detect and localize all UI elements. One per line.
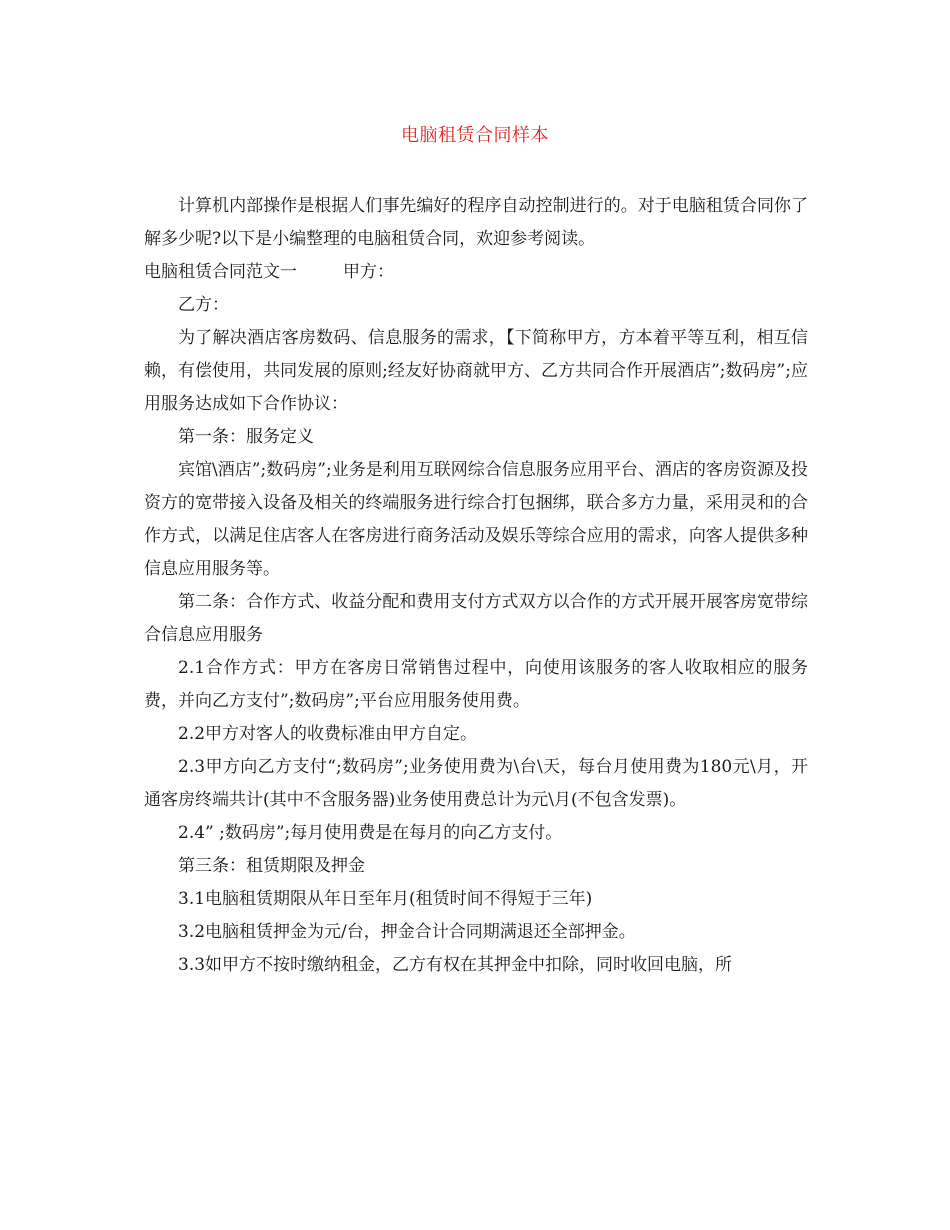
clause-2-2: 2.2甲方对客人的收费标准由甲方自定。 xyxy=(178,724,478,744)
sample-heading: 电脑租赁合同范文一 xyxy=(144,262,297,282)
article-3-title: 第三条：租赁期限及押金 xyxy=(178,856,365,876)
clause-3-2: 3.2电脑租赁押金为元/台，押金合计合同期满退还全部押金。 xyxy=(178,922,636,942)
article-1-title: 第一条：服务定义 xyxy=(178,427,314,447)
preamble-paragraph: 为了解决酒店客房数码、信息服务的需求，【下简称甲方，方本着平等互利，相互信赖，有偿使用，共同发展的原则;经友好协商就甲方、乙方共同合作开展酒店”;数码房”;应用服务达成如下合作协议： xyxy=(144,328,808,414)
party-a-label: 甲方： xyxy=(343,262,394,282)
article-1-body: 宾馆\酒店”;数码房”;业务是利用互联网综合信息服务应用平台、酒店的客房资源及投资方的宽带接入设备及相关的终端服务进行综合打包捆绑，联合多方力量，采用灵和的合作方式，以满足住店客人在客房进行商务活动及娱乐等综合应用的需求，向客人提供多种信息应用服务等。 xyxy=(144,460,808,579)
clause-3-1: 3.1电脑租赁期限从年日至年月(租赁时间不得短于三年) xyxy=(178,889,593,909)
clause-2-3: 2.3甲方向乙方支付“;数码房”;业务使用费为\台\天，每台月使用费为180元\月，开通客房终端共计(其中不含服务器)业务使用费总计为元\月(不包含发票)。 xyxy=(144,757,808,810)
clause-2-4: 2.4” ;数码房”;每月使用费是在每月的向乙方支付。 xyxy=(178,823,563,843)
intro-paragraph: 计算机内部操作是根据人们事先编好的程序自动控制进行的。对于电脑租赁合同你了解多少呢?以下是小编整理的电脑租赁合同，欢迎参考阅读。 xyxy=(144,196,808,249)
article-2-title: 第二条：合作方式、收益分配和费用支付方式双方以合作的方式开展开展客房宽带综合信息应用服务 xyxy=(144,592,808,645)
clause-3-3: 3.3如甲方不按时缴纳租金，乙方有权在其押金中扣除，同时收回电脑，所 xyxy=(178,955,733,975)
document-body xyxy=(144,190,808,982)
clause-2-1: 2.1合作方式：甲方在客房日常销售过程中，向使用该服务的客人收取相应的服务费，并向乙方支付”;数码房”;平台应用服务使用费。 xyxy=(144,658,808,711)
party-b-label: 乙方： xyxy=(178,295,229,315)
sample-heading-line xyxy=(144,256,808,289)
document-title: 电脑租赁合同样本 xyxy=(401,125,549,146)
